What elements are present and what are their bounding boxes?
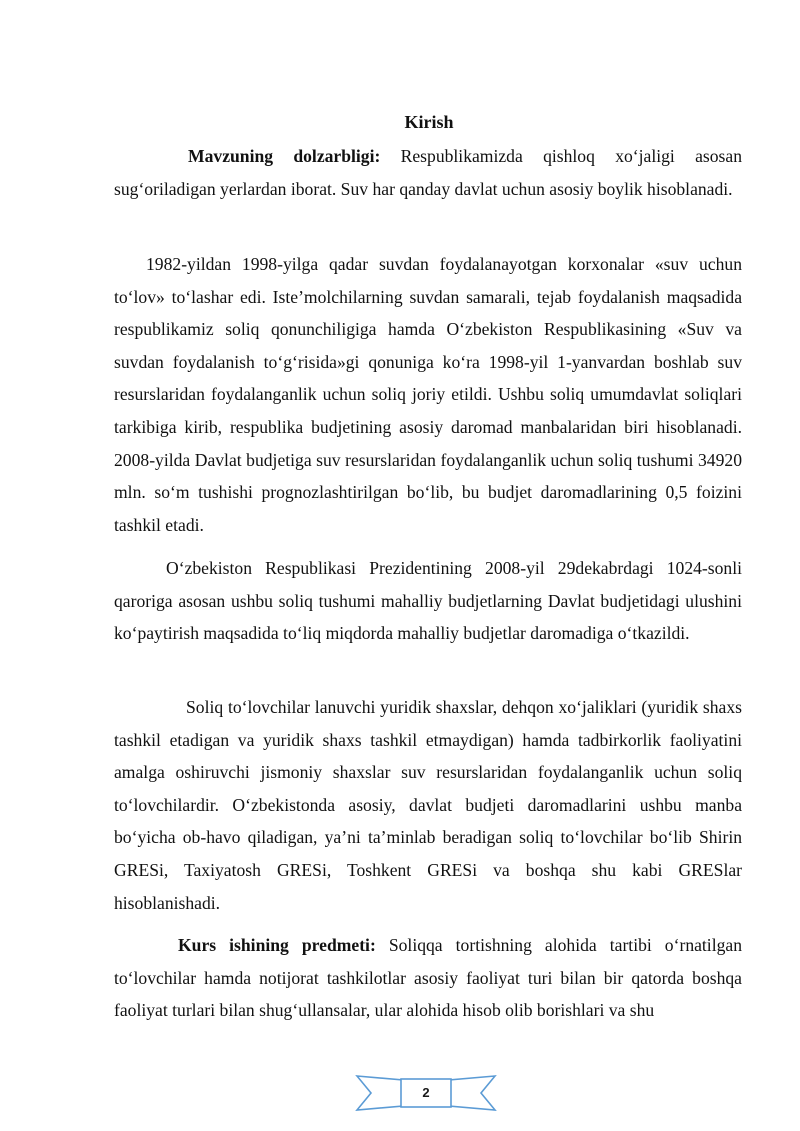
paragraph-relevance [114,140,742,205]
paragraph-text: Soliqqa tortishning alohida tartibi o‘rnatilgan to‘lovchilar hamda notijorat tashkilotlar asosiy faoliyat turi bilan bir qatorda boshqa faoliyat turlari bilan shug‘ullansalar, ular alohida hisob olib borishlari va shu [114,935,742,1021]
paragraph-decree: O‘zbekiston Respublikasi Prezidentining 2008-yil 29dekabrdagi 1024-sonli qaroriga asosan ushbu soliq tushumi mahalliy budjetlarning Davlat budjetidagi ulushini ko‘paytirish maqsadida to‘liq miqdorda mahalliy budjetlar daromadiga o‘tkazildi. [114,558,742,644]
paragraph-text: Respublikamizda qishloq xo‘jaligi asosan sug‘oriladigan yerlardan iborat. Suv har qanday davlat uchun asosiy boylik hisoblanadi. [114,146,743,199]
paragraph-taxpayers: Soliq to‘lovchilar lanuvchi yuridik shaxslar, dehqon xo‘jaliklari (yuridik shaxs tashkil etadigan va yuridik shaxs tashkil etmaydigan) hamda tadbirkorlik faoliyatini amalga oshiruvchi jismoniy shaxslar suv resurslaridan foydalanganlik uchun soliq to‘lovchilardir. O‘zbekistonda asosiy, davlat budjeti daromadlarini ushbu manba bo‘yicha ob-havo qiladigan, ya’ni ta’minlab beradigan soliq to‘lovchilar bo‘lib Shirin GRESi, Taxiyatosh GRESi, Toshkent GRESi va boshqa shu kabi GRESlar hisoblanishadi. [114,697,742,913]
paragraph-history: 1982-yildan 1998-yilga qadar suvdan foydalanayotgan korxonalar «suv uchun to‘lov» to‘lashar edi. Iste’molchilarning suvdan samarali, tejab foydalanish maqsadida respublikamiz soliq qonunchiligiga hamda O‘zbekiston Respublikasining «Suv va suvdan foydalanish to‘g‘risida»gi qonuniga ko‘ra 1998-yil 1-yanvardan boshlab suv resurslaridan foydalanganlik uchun soliq joriy etildi. Ushbu soliq umumdavlat soliqlari tarkibiga kirib, respublika budjetining asosiy daromad manbalaridan biri hisoblanadi. 2008-yilda Davlat budjetiga suv resurslaridan foydalanganlik uchun soliq tushumi 34920 mln. so‘m tushishi prognozlashtirilgan bo‘lib, bu budjet daromadlarining 0,5 foizini tashkil etadi. [114,254,742,535]
section-title: Kirish [404,112,454,132]
paragraph-subject [114,929,742,1027]
page-number: 2 [422,1085,430,1100]
page-footer [355,1072,497,1114]
paragraph-heading: Kurs ishining predmeti: [178,935,376,955]
paragraph-heading: Mavzuning dolzarbligi: [188,146,381,166]
